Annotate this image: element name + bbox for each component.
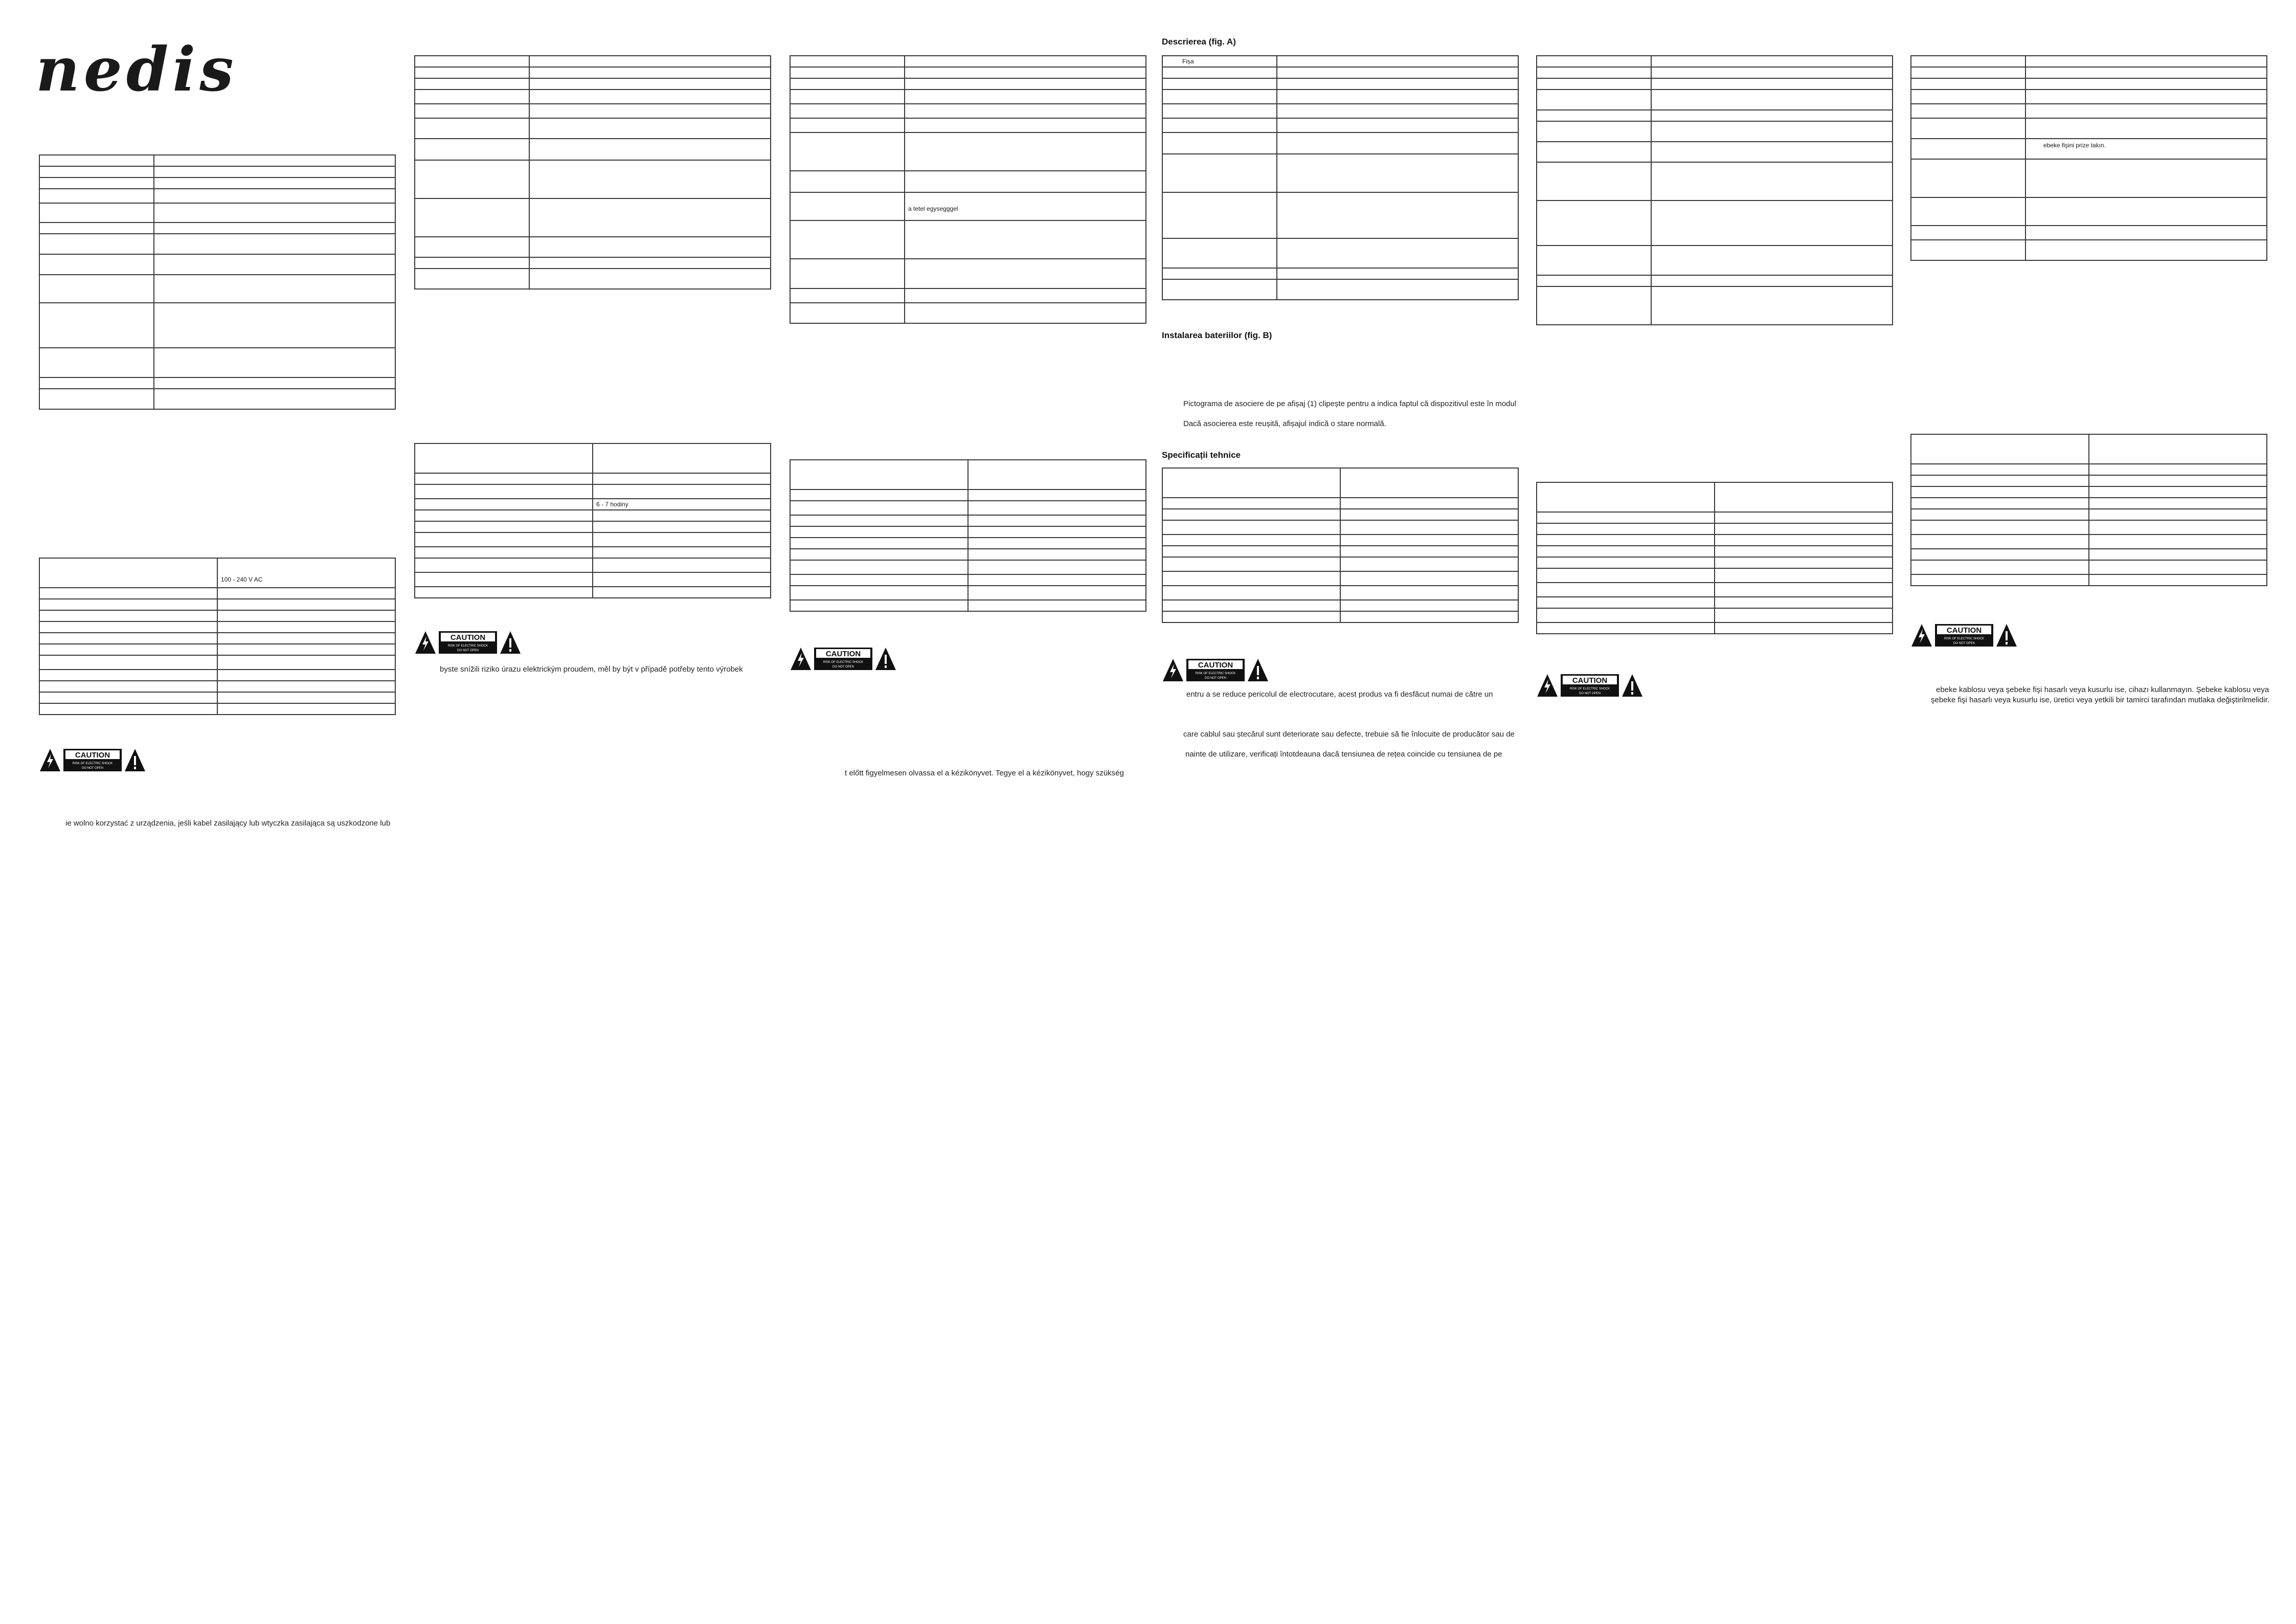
ro-description-heading: Descrierea (fig. A) [1162,37,1236,47]
ro-specs-table [1162,468,1519,623]
col5-specs-table [1536,482,1893,634]
ro-warning-2: care cablul sau ștecărul sunt deteriorate sau defecte, trebuie să fie înlocuite de producător sau de [1183,730,1515,739]
hu-warning-text: t előtt figyelmesen olvassa el a kézikönyvet. Tegye el a kézikönyvet, hogy szükség [845,769,1124,777]
caution-symbol [1536,673,1644,698]
pl-specs-table [39,558,396,715]
caution-symbol [39,748,146,772]
caution-line2: DO NOT OPEN [1205,677,1226,680]
caution-label: CAUTION [1198,661,1233,670]
ro-fisa-cell: Fișa [1162,56,1277,67]
tr-specs-table [1910,434,2267,586]
caution-label: CAUTION [825,650,861,658]
caution-line1: RISK OF ELECTRIC SHOCK [1569,687,1610,691]
caution-line2: DO NOT OPEN [82,767,103,770]
ro-pairing-blink-text: Pictograma de asociere de pe afișaj (1) clipește pentru a indica faptul că dispozitivul este în modul [1183,399,1517,408]
pl-power-cell: 100 - 240 V AC [217,558,395,588]
caution-line1: RISK OF ELECTRIC SHOCK [1944,637,1985,640]
caution-label: CAUTION [1946,626,1982,635]
ro-description-table [1162,55,1519,300]
nedis-logo [36,43,276,105]
tr-warning-2: şebeke fişi hasarlı veya kusurlu ise, üretici veya yetkili bir tamirci tarafından mutlaka değiştirilmelidir. [1931,696,2269,704]
ro-warning-1: entru a se reduce pericolul de electrocutare, acest produs va fi desfăcut numai de către un [1186,690,1493,699]
caution-symbol [1162,658,1269,682]
caution-line1: RISK OF ELECTRIC SHOCK [1195,672,1236,675]
ro-specs-heading: Specificații tehnice [1162,450,1241,460]
cz-hours-cell: 6 - 7 hodiny [593,499,771,510]
caution-line2: DO NOT OPEN [457,649,479,652]
pl-warning-text: ie wolno korzystać z urządzenia, jeśli kabel zasilający lub wtyczka zasilająca są uszkodzone lub [65,819,391,828]
caution-line1: RISK OF ELECTRIC SHOCK [447,644,488,648]
ro-batteries-heading: Instalarea bateriilor (fig. B) [1162,330,1272,340]
caution-line1: RISK OF ELECTRIC SHOCK [823,661,864,664]
cz-specs-table [414,443,771,598]
hu-specs-table [790,459,1146,612]
caution-line2: DO NOT OPEN [1579,692,1601,695]
caution-line2: DO NOT OPEN [1953,642,1975,645]
ro-pairing-ok-text: Dacă asocierea este reușită, afișajul indică o stare normală. [1183,419,1386,428]
cz-table-a [414,55,771,290]
hu-cell: a tetel egysegggel [905,192,1146,220]
caution-line2: DO NOT OPEN [832,665,854,669]
caution-symbol [414,630,522,655]
logo-text: nedis [36,43,238,105]
pl-table-a [39,154,396,410]
caution-symbol [1910,623,2018,648]
tr-plug-cell: ebeke fişini prize takın. [2025,139,2267,159]
caution-symbol [790,647,897,671]
caution-label: CAUTION [1572,676,1608,685]
tr-warning-1: ebeke kablosu veya şebeke fişi hasarlı veya kusurlu ise, cihazı kullanmayın. Şebeke kablosu veya [1936,685,2269,694]
caution-label: CAUTION [450,633,486,642]
tr-table-a [1910,55,2267,261]
hu-table-a [790,55,1146,324]
caution-line1: RISK OF ELECTRIC SHOCK [72,762,113,765]
col5-table-a [1536,55,1893,325]
caution-label: CAUTION [75,751,110,760]
ro-warning-3: nainte de utilizare, verificați întotdeauna dacă tensiunea de rețea coincide cu tensiunea de pe [1185,750,1502,759]
cz-warning-text: byste snížili riziko úrazu elektrickým proudem, měl by být v případě potřeby tento výrobek [440,665,743,674]
